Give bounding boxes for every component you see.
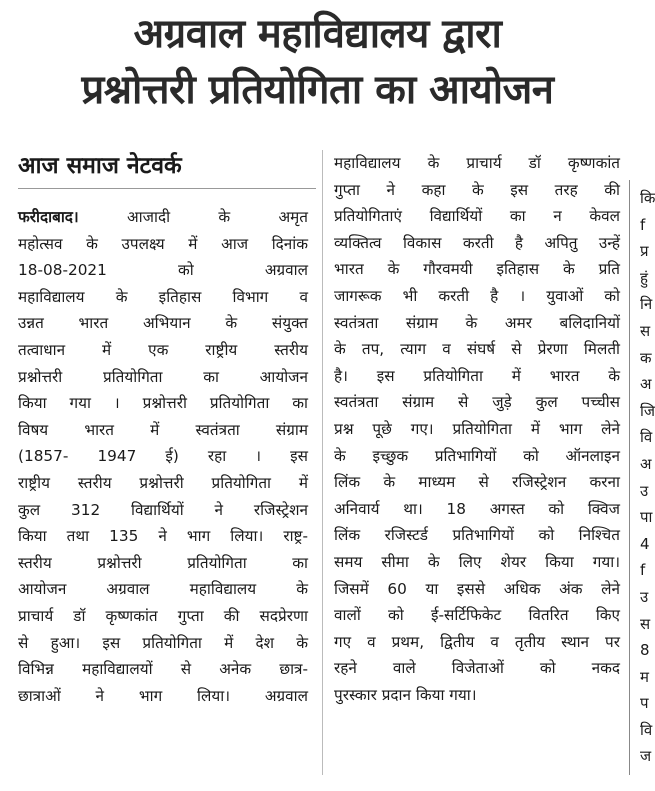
dateline: फरीदाबाद। xyxy=(18,208,79,226)
article-line: आयोजन अग्रवाल महाविद्यालय के xyxy=(18,580,308,599)
edge-fragment: कि xyxy=(640,189,655,207)
headline-line-2: प्रश्नोत्तरी प्रतियोगिता का आयोजन xyxy=(81,67,554,113)
article-line: समय सीमा के लिए शेयर किया गया। xyxy=(334,552,620,571)
article-line: से हुआ। इस प्रतियोगिता में देश के xyxy=(18,633,308,652)
edge-fragment: उ xyxy=(640,481,649,500)
article-line: उन्नत भारत अभियान के संयुक्त xyxy=(18,314,308,333)
article-first-line xyxy=(18,204,308,231)
article-line: है। इस प्रतियोगिता में भारत के xyxy=(334,366,620,385)
edge-fragment: क xyxy=(640,348,652,367)
article-line: के तप, त्याग व संघर्ष से प्रेरणा मिलती xyxy=(334,340,620,359)
article-line: कुल 312 विद्यार्थियों ने रजिस्ट्रेशन xyxy=(18,500,308,519)
article-line: प्राचार्य डॉ कृष्णकांत गुप्ता की सदप्रेरणा xyxy=(18,606,308,625)
edge-fragment: म xyxy=(640,667,649,686)
article-line: राष्ट्रीय स्तरीय प्रश्नोत्तरी प्रतियोगिता में xyxy=(18,473,308,492)
article-line: अनिवार्य था। 18 अगस्त को क्विज xyxy=(334,499,620,518)
article-line: स्तरीय प्रश्नोत्तरी प्रतियोगिता का xyxy=(18,553,308,572)
adjacent-column-fragments xyxy=(640,185,653,770)
edge-fragment: 4 xyxy=(640,534,650,553)
article-line: (1857- 1947 ई) रहा । इस xyxy=(18,447,308,466)
edge-fragment: पा xyxy=(640,508,653,527)
edge-fragment: हुं xyxy=(640,268,648,287)
edge-fragment: 8 xyxy=(640,641,650,660)
article-line: विभिन्न महाविद्यालयों से अनेक छात्र- xyxy=(18,660,308,679)
edge-fragment: ज xyxy=(640,747,652,766)
edge-fragment: अ xyxy=(640,375,652,394)
article-line: स्वतंत्रता संग्राम से जुड़े कुल पच्चीस xyxy=(334,393,620,412)
edge-fragment: वि xyxy=(640,720,653,739)
edge-fragment: उ xyxy=(640,587,649,606)
article-line: प्रश्न पूछे गए। प्रतियोगिता में भाग लेने xyxy=(334,419,620,438)
article-line: भारत के गौरवमयी इतिहास के प्रति xyxy=(334,260,620,279)
article-line: विषय भारत में स्वतंत्रता संग्राम xyxy=(18,420,308,439)
article-line: स्वतंत्रता संग्राम के अमर बलिदानियों xyxy=(334,313,620,332)
article-line: जागरूक भी करती है । युवाओं को xyxy=(334,286,620,305)
article-line: लिंक रजिस्टर्ड प्रतिभागियों को निश्चित xyxy=(334,526,620,545)
edge-fragment: f xyxy=(640,215,646,234)
article-line: महाविद्यालय के इतिहास विभाग व xyxy=(18,287,308,306)
headline xyxy=(0,6,635,118)
edge-fragment: जि xyxy=(640,401,655,420)
article-line: व्यक्तित्व विकास करती है अपितु उन्हें xyxy=(334,233,620,252)
article-line: किया तथा 135 ने भाग लिया। राष्ट्र- xyxy=(18,527,308,546)
byline: आज समाज नेटवर्क xyxy=(18,153,182,179)
article-line: गए व प्रथम, द्वितीय व तृतीय स्थान पर xyxy=(334,632,620,651)
edge-fragment: वि xyxy=(640,428,653,447)
edge-fragment: नि xyxy=(640,295,653,314)
article-line: छात्राओं ने भाग लिया। अग्रवाल xyxy=(18,686,308,705)
article-line: लिंक के माध्यम से रजिस्ट्रेशन करना xyxy=(334,473,620,492)
article-line: महाविद्यालय के प्राचार्य डॉ कृष्णकांत xyxy=(334,154,620,172)
article-column-1 xyxy=(18,204,308,709)
right-column-divider xyxy=(629,180,630,775)
article-line: गुप्ता ने कहा के इस तरह की xyxy=(334,180,620,199)
edge-fragment: प्र xyxy=(640,242,649,261)
article-line: 18-08-2021 को अग्रवाल xyxy=(18,261,308,280)
article-line-last: पुरस्कार प्रदान किया गया। xyxy=(334,685,477,704)
article-line: महोत्सव के उपलक्ष्य में आज दिनांक xyxy=(18,234,308,253)
article-line: प्रतियोगिताएं विद्यार्थियों का न केवल xyxy=(334,207,620,226)
edge-fragment: स xyxy=(640,321,651,340)
edge-fragment: f xyxy=(640,561,646,580)
edge-fragment: प xyxy=(640,694,649,713)
article-line: के इच्छुक प्रतिभागियों को ऑनलाइन xyxy=(334,446,620,465)
first-line-text: आजादी के अमृत xyxy=(78,208,308,226)
edge-fragment: अ xyxy=(640,454,652,473)
edge-fragment: स xyxy=(640,614,651,633)
article-line: जिसमें 60 या इससे अधिक अंक लेने xyxy=(334,579,620,598)
headline-line-1: अग्रवाल महाविद्यालय द्वारा xyxy=(133,11,502,57)
byline-rule xyxy=(18,188,316,189)
article-line: तत्वाधान में एक राष्ट्रीय स्तरीय xyxy=(18,340,308,359)
column-divider xyxy=(322,150,323,775)
article-line: प्रश्नोत्तरी प्रतियोगिता का आयोजन xyxy=(18,367,308,386)
article-line: किया गया । प्रश्नोत्तरी प्रतियोगिता का xyxy=(18,394,308,413)
article-line: रहने वाले विजेताओं को नकद xyxy=(334,659,620,678)
article-line: वालों को ई-सर्टिफिकेट वितरित किए xyxy=(334,606,620,625)
article-column-2 xyxy=(334,150,620,708)
